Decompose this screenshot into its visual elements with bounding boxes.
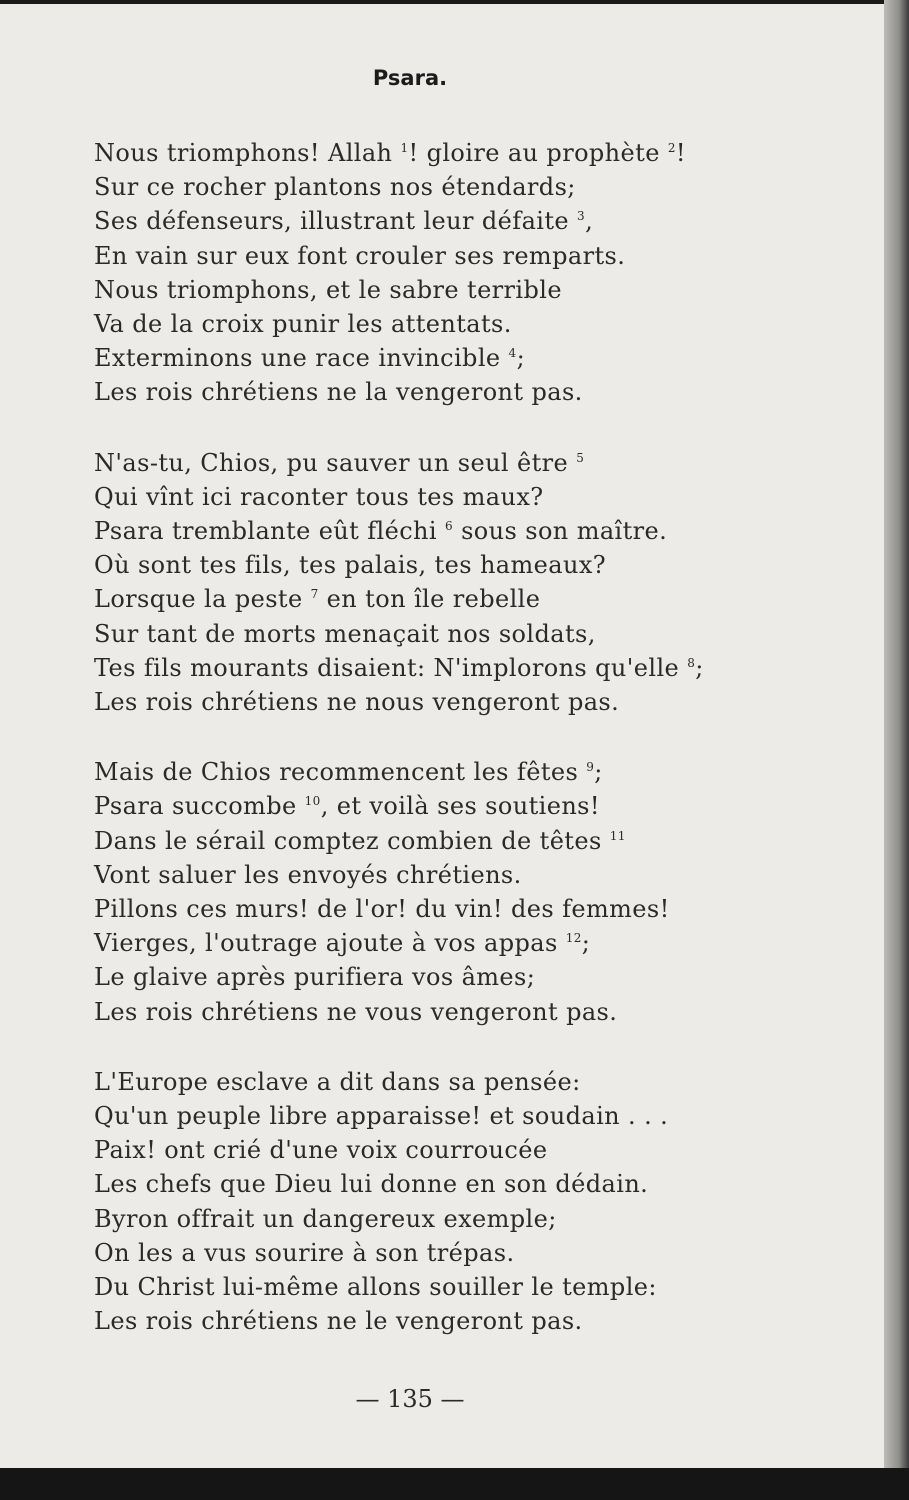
stanza <box>94 136 704 410</box>
stanza <box>94 755 704 1029</box>
footnote-marker: 4 <box>508 346 517 361</box>
verse-text: Vont saluer les envoyés chrétiens. <box>94 860 522 889</box>
verse-text: Qui vînt ici raconter tous tes maux? <box>94 482 544 511</box>
verse-line <box>94 1202 704 1236</box>
footnote-marker: 9 <box>586 760 595 775</box>
verse-line <box>94 514 704 548</box>
verse-text: Vierges, l'outrage ajoute à vos appas <box>94 929 566 958</box>
verse-text: Paix! ont crié d'une voix courroucée <box>94 1136 548 1165</box>
verse-text: ; <box>594 758 603 787</box>
verse-line <box>94 1304 704 1338</box>
verse-text: On les a vus sourire à son trépas. <box>94 1238 515 1267</box>
verse-line <box>94 1065 704 1099</box>
book-page <box>0 4 884 1468</box>
verse-line <box>94 789 704 823</box>
verse-text: Va de la croix punir les attentats. <box>94 310 512 339</box>
verse-text: ! gloire au prophète <box>408 139 668 167</box>
page-edge-shadow <box>884 0 909 1500</box>
verse-line <box>94 1133 704 1167</box>
verse-line <box>94 824 704 858</box>
verse-line <box>94 995 704 1029</box>
verse-line <box>94 892 704 926</box>
verse-line <box>94 273 704 307</box>
verse-text: Ses défenseurs, illustrant leur défaite <box>94 207 578 236</box>
verse-line <box>94 307 704 341</box>
footnote-marker: 6 <box>445 519 454 534</box>
verse-text: ; <box>581 929 591 958</box>
verse-text: Le glaive après purifiera vos âmes; <box>94 963 536 992</box>
verse-line <box>94 204 704 238</box>
verse-line <box>94 858 704 892</box>
verse-text: Mais de Chios recommencent les fêtes <box>94 758 587 787</box>
verse-line <box>94 926 704 960</box>
page-number: — 135 — <box>355 1385 465 1413</box>
verse-line <box>94 1270 704 1304</box>
scan-border <box>0 1468 909 1500</box>
poem-body <box>94 136 704 1375</box>
verse-line <box>94 617 704 651</box>
verse-text: Tes fils mourants disaient: N'implorons qu'elle <box>94 653 688 682</box>
verse-line <box>94 651 704 685</box>
verse-text: Nous triomphons! Allah <box>94 139 401 167</box>
footnote-marker: 3 <box>577 209 586 224</box>
stanza <box>94 1065 704 1339</box>
footnote-marker: 1 <box>400 141 409 155</box>
verse-text: Les rois chrétiens ne la vengeront pas. <box>94 378 583 407</box>
verse-text: Nous triomphons, et le sabre terrible <box>94 275 562 304</box>
verse-text: ! <box>675 139 686 167</box>
verse-text: N'as-tu, Chios, pu sauver un seul être <box>94 448 577 477</box>
verse-text: Qu'un peuple libre apparaisse! et soudain . . . <box>94 1102 669 1131</box>
verse-text: L'Europe esclave a dit dans sa pensée: <box>94 1067 581 1096</box>
verse-text: en ton île rebelle <box>318 585 541 614</box>
verse-line <box>94 1167 704 1201</box>
footnote-marker: 11 <box>609 828 626 843</box>
verse-line <box>94 685 704 719</box>
footnote-marker: 2 <box>667 141 676 155</box>
verse-text: Les rois chrétiens ne le vengeront pas. <box>94 1307 583 1336</box>
verse-line <box>94 480 704 514</box>
verse-line <box>94 960 704 994</box>
verse-text: Psara tremblante eût fléchi <box>94 517 445 546</box>
verse-text: En vain sur eux font crouler ses remparts. <box>94 241 626 270</box>
verse-text: , <box>585 207 594 236</box>
verse-line <box>94 446 704 480</box>
footnote-marker: 8 <box>687 655 696 670</box>
verse-text: Sur ce rocher plantons nos étendards; <box>94 173 576 202</box>
verse-line <box>94 136 704 170</box>
verse-line <box>94 1236 704 1270</box>
verse-text: Les rois chrétiens ne vous vengeront pas. <box>94 997 618 1026</box>
verse-text: , et voilà ses soutiens! <box>320 792 600 821</box>
verse-text: Lorsque la peste <box>94 585 311 614</box>
verse-text: Sur tant de morts menaçait nos soldats, <box>94 619 596 648</box>
verse-line <box>94 375 704 409</box>
verse-line <box>94 341 704 375</box>
verse-line <box>94 239 704 273</box>
stanza <box>94 446 704 720</box>
verse-text: Les chefs que Dieu lui donne en son dédain. <box>94 1170 649 1199</box>
verse-text: ; <box>516 344 526 373</box>
verse-text: Du Christ lui-même allons souiller le temple: <box>94 1273 657 1302</box>
verse-text: sous son maître. <box>453 517 668 546</box>
verse-text: Exterminons une race invincible <box>94 344 509 373</box>
verse-text: Psara succombe <box>94 792 305 821</box>
verse-text: Dans le sérail comptez combien de têtes <box>94 826 610 855</box>
verse-text: Où sont tes fils, tes palais, tes hameaux? <box>94 551 607 580</box>
verse-text: Pillons ces murs! de l'or! du vin! des femmes! <box>94 895 670 924</box>
footnote-marker: 12 <box>565 931 582 946</box>
footnote-marker: 7 <box>310 587 319 602</box>
verse-text: Byron offrait un dangereux exemple; <box>94 1204 557 1233</box>
verse-line <box>94 1099 704 1133</box>
verse-text: ; <box>695 653 704 682</box>
footnote-marker: 5 <box>576 450 585 465</box>
footnote-marker: 10 <box>304 794 321 809</box>
verse-line <box>94 755 704 789</box>
page-title: Psara. <box>372 66 448 90</box>
verse-line <box>94 548 704 582</box>
verse-line <box>94 170 704 204</box>
verse-line <box>94 582 704 616</box>
verse-text: Les rois chrétiens ne nous vengeront pas. <box>94 688 620 717</box>
